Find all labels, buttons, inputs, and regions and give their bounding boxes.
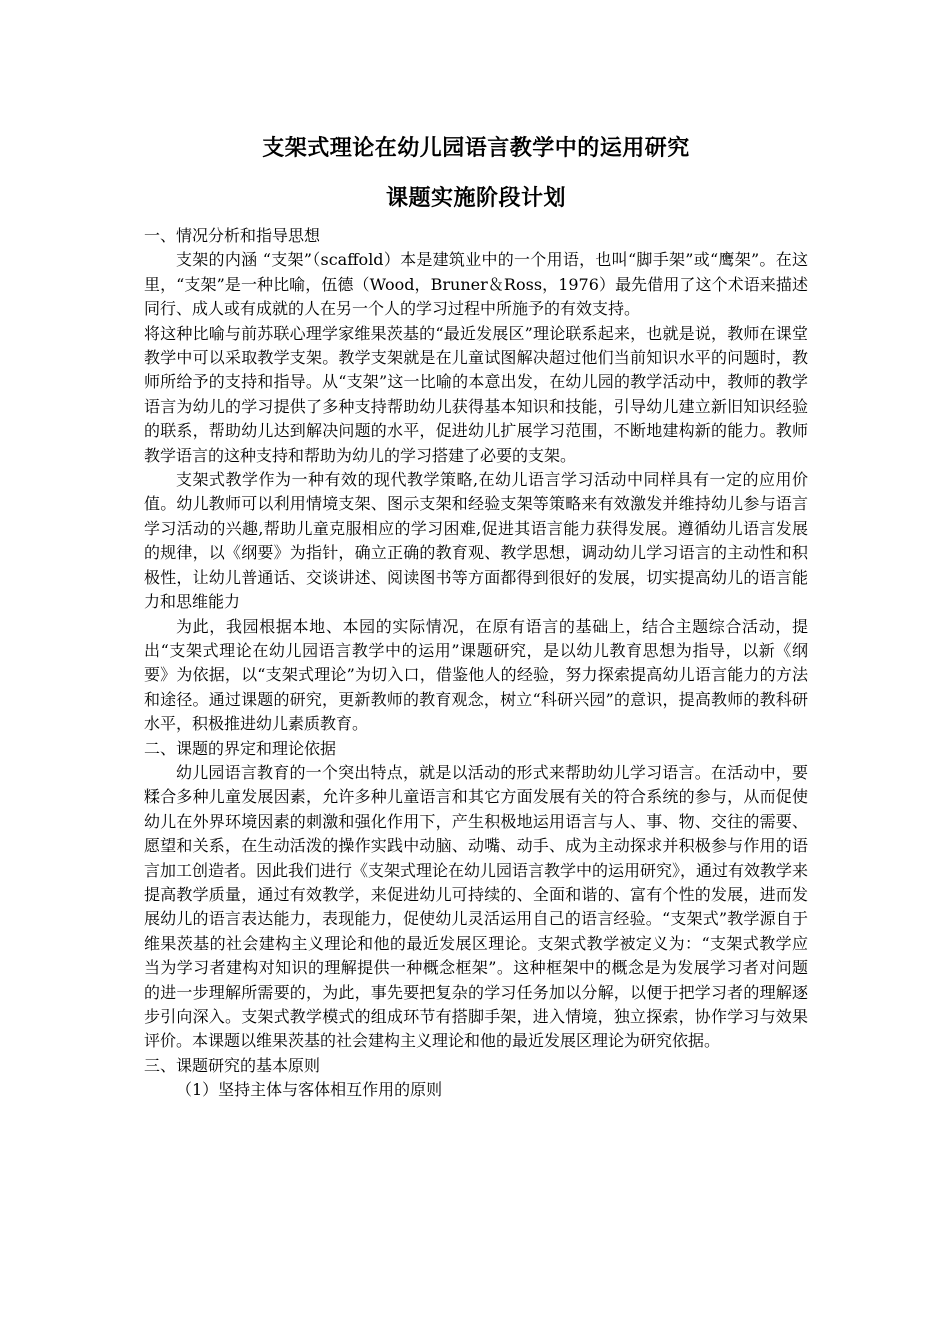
document-title: 支架式理论在幼儿园语言教学中的运用研究	[262, 136, 690, 161]
principle-item: （1）坚持主体与客体相互作用的原则	[176, 1080, 443, 1100]
paragraph: 将这种比喻与前苏联心理学家维果茨基的“最近发展区”理论联系起来，也就是说，教师在课堂教学中可以采取教学支架。教学支架就是在儿童试图解决超过他们当前知识水平的问题时，教师所给予的支持和指导。从“支架”这一比喻的本意出发，在幼儿园的教学活动中，教师的教学语言为幼儿的学习提供了多种支持帮助幼儿获得基本知识和技能，引导幼儿建立新旧知识经验的联系，帮助幼儿达到解决问题的水平，促进幼儿扩展学习范围，不断地建构新的能力。教师教学语言的这种支持和帮助为幼儿的学习搭建了必要的支架。	[144, 323, 808, 465]
paragraph: 幼儿园语言教育的一个突出特点，就是以活动的形式来帮助幼儿学习语言。在活动中，要糅合多种儿童发展因素，允许多种儿童语言和其它方面发展有关的符合系统的参与，从而促使幼儿在外界环境因素的刺激和强化作用下，产生积极地运用语言与人、事、物、交往的需要、愿望和关系，在生动活泼的操作实践中动脑、动嘴、动手、成为主动探求并积极参与作用的语言加工创造者。因此我们进行《支架式理论在幼儿园语言教学中的运用研究》，通过有效教学来提高教学质量，通过有效教学，来促进幼儿可持续的、全面和谐的、富有个性的发展，进而发展幼儿的语言表达能力，表现能力，促使幼儿灵活运用自己的语言经验。“支架式”教学源自于维果茨基的社会建构主义理论和他的最近发展区理论。支架式教学被定义为：“支架式教学应当为学习者建构对知识的理解提供一种概念框架”。这种框架中的概念是为发展学习者对问题的进一步理解所需要的，为此，事先要把复杂的学习任务加以分解，以便于把学习者的理解逐步引向深入。支架式教学模式的组成环节有搭脚手架，进入情境，独立探索，协作学习与效果评价。本课题以维果茨基的社会建构主义理论和他的最近发展区理论为研究依据。	[144, 762, 809, 1051]
section-heading-3: 三、课题研究的基本原则	[144, 1055, 321, 1075]
section-heading-2: 二、课题的界定和理论依据	[144, 738, 337, 758]
paragraph: 支架的内涵 “支架”（scaffold）本是建筑业中的一个用语，也叫“脚手架”或“鹰架”。在这里，“支架”是一种比喻，伍德（Wood，Bruner＆Ross，1976）最先借用了这个术语来描述同行、成人或有成就的人在另一个人的学习过程中所施予的有效支持。	[144, 250, 808, 319]
section-heading-1: 一、情况分析和指导思想	[144, 226, 321, 245]
paragraph: 支架式教学作为一种有效的现代教学策略,在幼儿语言学习活动中同样具有一定的应用价值。幼儿教师可以利用情境支架、图示支架和经验支架等策略来有效激发并维持幼儿参与语言学习活动的兴趣,帮助儿童克服相应的学习困难,促进其语言能力获得发展。遵循幼儿语言发展的规律，以《纲要》为指针，确立正确的教育观、教学思想，调动幼儿学习语言的主动性和积极性，让幼儿普通话、交谈讲述、阅读图书等方面都得到很好的发展，切实提高幼儿的语言能力和思维能力	[144, 470, 808, 612]
document-subtitle: 课题实施阶段计划	[385, 186, 566, 211]
document-body	[144, 224, 808, 1103]
paragraph: 为此，我园根据本地、本园的实际情况，在原有语言的基础上，结合主题综合活动，提出“支架式理论在幼儿园语言教学中的运用”课题研究，是以幼儿教育思想为指导，以新《纲要》为依据，以“支架式理论”为切入口，借鉴他人的经验，努力探索提高幼儿语言能力的方法和途径。通过课题的研究，更新教师的教育观念，树立“科研兴园”的意识，提高教师的教科研水平，积极推进幼儿素质教育。	[144, 616, 808, 734]
